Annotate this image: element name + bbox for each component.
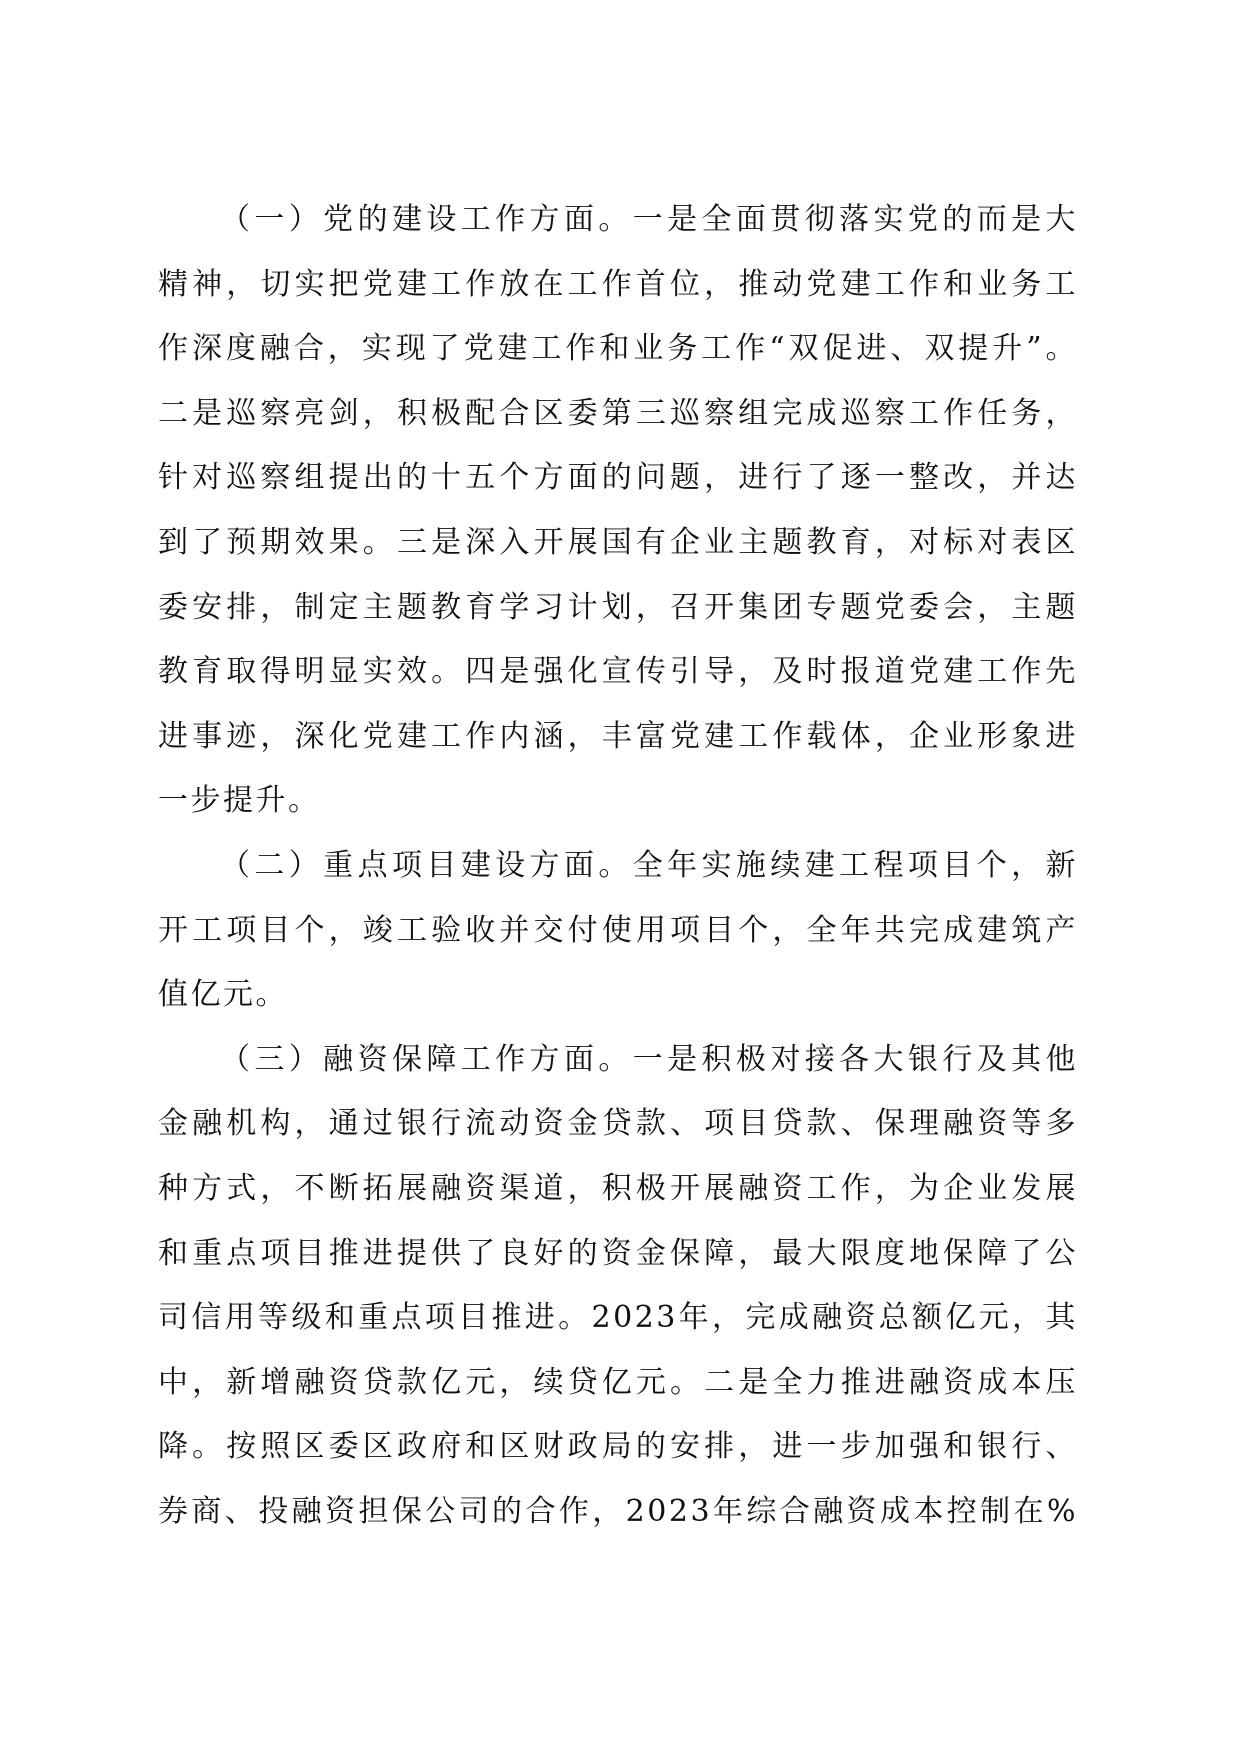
text-line: 针对巡察组提出的十五个方面的问题，进行了逐一整改，并达 bbox=[158, 460, 1078, 496]
text-line: （一）党的建设工作方面。一是全面贯彻落实党的而是大 bbox=[220, 202, 1078, 237]
text-line: 和重点项目推进提供了良好的资金保障，最大限度地保障了公 bbox=[158, 1235, 1078, 1271]
text-line: 中，新增融资贷款亿元，续贷亿元。二是全力推进融资成本压 bbox=[158, 1364, 1078, 1400]
text-line: 二是巡察亮剑，积极配合区委第三巡察组完成巡察工作任务， bbox=[158, 395, 1078, 431]
text-line: 开工项目个，竣工验收并交付使用项目个，全年共完成建筑产 bbox=[158, 912, 1078, 948]
text-line: 券商、投融资担保公司的合作，2023年综合融资成本控制在% bbox=[158, 1493, 1078, 1529]
text-line: 进事迹，深化党建工作内涵，丰富党建工作载体，企业形象进 bbox=[158, 718, 1078, 754]
text-line: （三）融资保障工作方面。一是积极对接各大银行及其他 bbox=[220, 1041, 1078, 1077]
text-line: 金融机构，通过银行流动资金贷款、项目贷款、保理融资等多 bbox=[158, 1106, 1078, 1142]
text-line: 到了预期效果。三是深入开展国有企业主题教育，对标对表区 bbox=[158, 524, 1078, 560]
text-line: （二）重点项目建设方面。全年实施续建工程项目个，新 bbox=[220, 847, 1078, 883]
text-line: 一步提升。 bbox=[158, 783, 321, 819]
text-line: 精神，切实把党建工作放在工作首位，推动党建工作和业务工 bbox=[158, 266, 1078, 302]
text-line: 作深度融合，实现了党建工作和业务工作“双促进、双提升”。 bbox=[158, 331, 1078, 367]
text-line: 值亿元。 bbox=[158, 977, 288, 1013]
text-line: 教育取得明显实效。四是强化宣传引导，及时报道党建工作先 bbox=[158, 654, 1078, 690]
text-line: 降。按照区委区政府和区财政局的安排，进一步加强和银行、 bbox=[158, 1429, 1078, 1465]
text-line: 种方式，不断拓展融资渠道，积极开展融资工作，为企业发展 bbox=[158, 1170, 1078, 1206]
text-line: 司信用等级和重点项目推进。2023年，完成融资总额亿元，其 bbox=[158, 1300, 1078, 1336]
body-text bbox=[158, 188, 1078, 1544]
text-line: 委安排，制定主题教育学习计划，召开集团专题党委会，主题 bbox=[158, 589, 1078, 625]
